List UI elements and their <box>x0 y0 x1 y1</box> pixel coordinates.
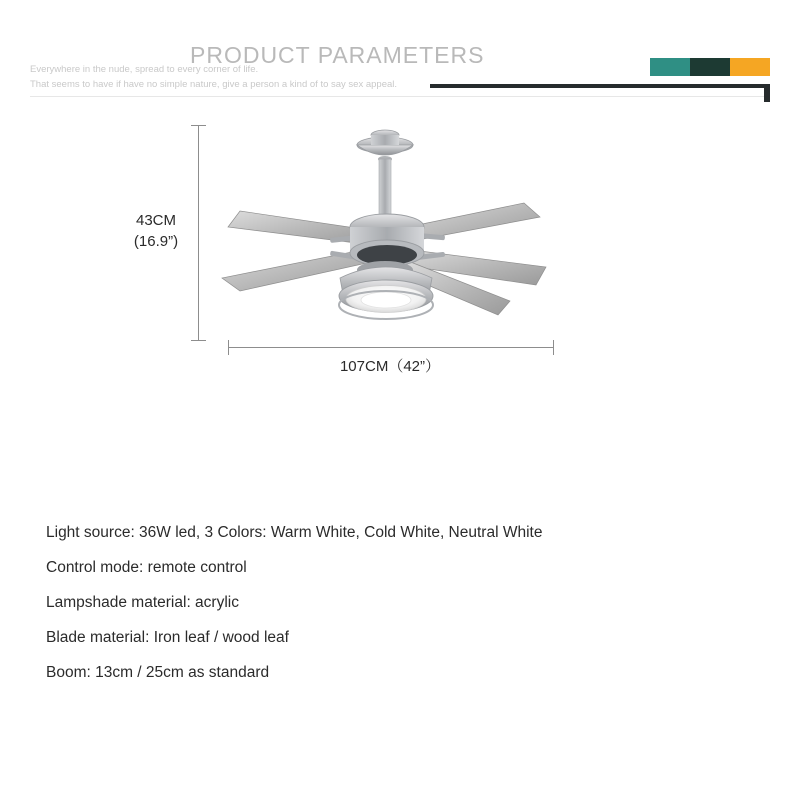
specification-list <box>46 515 746 690</box>
header-subtitle-line-2: That seems to have if have no simple nature, give a person a kind of to say sex appeal. <box>30 79 398 90</box>
product-dimension-diagram <box>0 110 800 395</box>
header-accent-bar <box>430 84 770 88</box>
ceiling-fan-illustration <box>180 115 600 365</box>
spec-light-source: Light source: 36W led, 3 Colors: Warm White, Cold White, Neutral White <box>46 524 543 541</box>
spec-boom: Boom: 13cm / 25cm as standard <box>46 664 270 681</box>
width-dimension-line <box>228 347 553 348</box>
width-dimension-label: 107CM（42”） <box>339 358 441 375</box>
color-swatch-strip <box>650 58 770 76</box>
page-header <box>0 0 800 110</box>
page-title: PRODUCT PARAMETERS <box>190 42 485 68</box>
spec-blade-material: Blade material: Iron leaf / wood leaf <box>46 629 289 646</box>
spec-control-mode: Control mode: remote control <box>46 559 247 576</box>
height-value-cm: 43CM <box>135 212 176 229</box>
spec-lampshade-material: Lampshade material: acrylic <box>46 594 239 611</box>
swatch-dark-green <box>690 58 730 76</box>
header-accent-tick <box>764 88 770 102</box>
header-subtitle-line-1: Everywhere in the nude, spread to every corner of life. <box>30 64 259 75</box>
height-value-inch: (16.9”) <box>133 233 179 250</box>
swatch-orange <box>730 58 770 76</box>
width-dimension-cap-right <box>553 340 554 355</box>
swatch-teal <box>650 58 690 76</box>
width-dimension-cap-left <box>228 340 229 355</box>
header-divider <box>30 96 770 97</box>
